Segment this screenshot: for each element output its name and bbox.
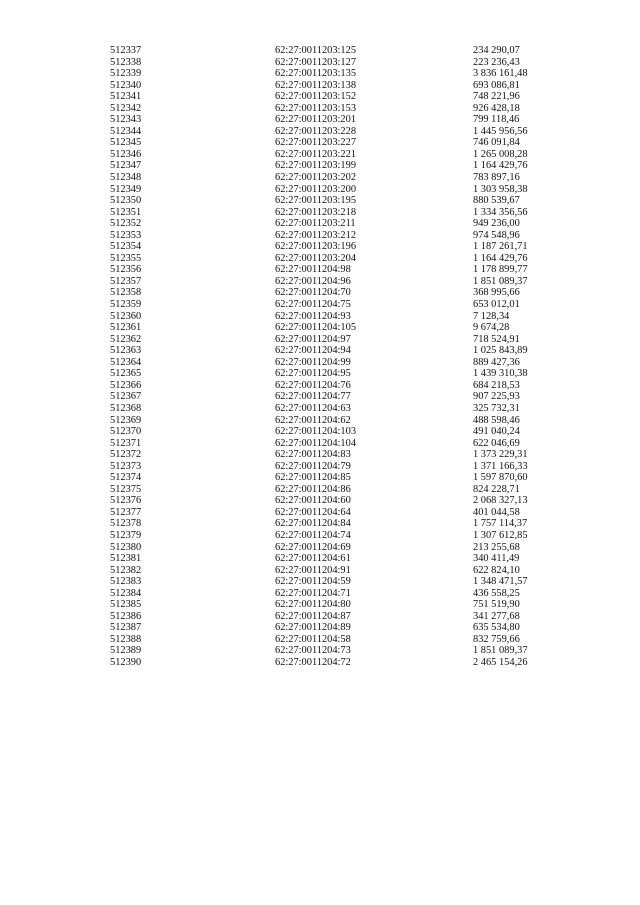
row-number-cell: 512353	[110, 229, 142, 241]
table-row	[0, 576, 640, 588]
cadastral-number-cell: 62:27:0011204:99	[275, 356, 351, 368]
cadastral-value-cell: 325 732,31	[473, 402, 520, 414]
cadastral-value-cell: 1 178 899,77	[473, 264, 528, 276]
table-row	[0, 91, 640, 103]
row-number-cell: 512385	[110, 599, 142, 611]
table-row	[0, 634, 640, 646]
cadastral-value-cell: 824 228,71	[473, 483, 520, 495]
cadastral-number-cell: 62:27:0011204:58	[275, 633, 351, 645]
table-row	[0, 518, 640, 530]
cadastral-value-cell: 684 218,53	[473, 379, 520, 391]
cadastral-number-cell: 62:27:0011203:135	[275, 68, 357, 80]
cadastral-number-cell: 62:27:0011204:69	[275, 541, 351, 553]
cadastral-number-cell: 62:27:0011204:73	[275, 645, 351, 657]
cadastral-value-cell: 1 445 956,56	[473, 125, 528, 137]
cadastral-number-cell: 62:27:0011203:218	[275, 206, 357, 218]
table-row	[0, 611, 640, 623]
cadastral-number-cell: 62:27:0011203:211	[275, 218, 356, 230]
cadastral-value-cell: 693 086,81	[473, 79, 520, 91]
cadastral-value-cell: 1 307 612,85	[473, 529, 528, 541]
cadastral-number-cell: 62:27:0011203:204	[275, 252, 357, 264]
cadastral-number-cell: 62:27:0011204:91	[275, 564, 351, 576]
cadastral-number-cell: 62:27:0011204:71	[275, 587, 351, 599]
cadastral-number-cell: 62:27:0011203:152	[275, 91, 357, 103]
cadastral-value-cell: 1 265 008,28	[473, 148, 528, 160]
cadastral-number-cell: 62:27:0011204:98	[275, 264, 351, 276]
cadastral-number-cell: 62:27:0011204:79	[275, 460, 351, 472]
row-number-cell: 512346	[110, 148, 142, 160]
table-row	[0, 287, 640, 299]
cadastral-number-cell: 62:27:0011203:196	[275, 241, 357, 253]
cadastral-value-cell: 1 303 958,38	[473, 183, 528, 195]
row-number-cell: 512363	[110, 345, 142, 357]
row-number-cell: 512338	[110, 56, 142, 68]
cadastral-value-cell: 889 427,36	[473, 356, 520, 368]
table-row	[0, 126, 640, 138]
table-row	[0, 299, 640, 311]
table-row	[0, 472, 640, 484]
cadastral-value-cell: 7 128,34	[473, 310, 510, 322]
cadastral-number-cell: 62:27:0011204:103	[275, 426, 357, 438]
row-number-cell: 512339	[110, 68, 142, 80]
cadastral-value-cell: 341 277,68	[473, 610, 520, 622]
row-number-cell: 512372	[110, 449, 142, 461]
row-number-cell: 512337	[110, 45, 142, 56]
table-row	[0, 391, 640, 403]
row-number-cell: 512347	[110, 160, 142, 172]
cadastral-number-cell: 62:27:0011203:153	[275, 102, 357, 114]
cadastral-value-cell: 1 348 471,57	[473, 576, 528, 588]
cadastral-number-cell: 62:27:0011204:83	[275, 449, 351, 461]
cadastral-number-cell: 62:27:0011204:76	[275, 379, 351, 391]
row-number-cell: 512381	[110, 553, 142, 565]
cadastral-value-cell: 1 025 843,89	[473, 345, 528, 357]
cadastral-number-cell: 62:27:0011204:94	[275, 345, 351, 357]
row-number-cell: 512361	[110, 322, 142, 334]
cadastral-number-cell: 62:27:0011204:62	[275, 414, 351, 426]
cadastral-number-cell: 62:27:0011203:127	[275, 56, 357, 68]
cadastral-value-cell: 799 118,46	[473, 114, 520, 126]
row-number-cell: 512358	[110, 287, 142, 299]
row-number-cell: 512356	[110, 264, 142, 276]
cadastral-number-cell: 62:27:0011203:212	[275, 229, 357, 241]
table-row	[0, 368, 640, 380]
cadastral-value-cell: 907 225,93	[473, 391, 520, 403]
table-row	[0, 565, 640, 577]
row-number-cell: 512362	[110, 333, 142, 345]
table-row	[0, 241, 640, 253]
cadastral-value-cell: 1 164 429,76	[473, 160, 528, 172]
table-row	[0, 276, 640, 288]
table-row	[0, 403, 640, 415]
row-number-cell: 512345	[110, 137, 142, 149]
cadastral-value-cell: 622 824,10	[473, 564, 520, 576]
table-row	[0, 622, 640, 634]
cadastral-number-cell: 62:27:0011204:77	[275, 391, 351, 403]
row-number-cell: 512369	[110, 414, 142, 426]
cadastral-number-cell: 62:27:0011204:64	[275, 506, 351, 518]
cadastral-number-cell: 62:27:0011204:104	[275, 437, 357, 449]
table-row	[0, 149, 640, 161]
row-number-cell: 512348	[110, 172, 142, 184]
cadastral-number-cell: 62:27:0011203:195	[275, 195, 357, 207]
table-row	[0, 449, 640, 461]
row-number-cell: 512365	[110, 368, 142, 380]
table-row	[0, 57, 640, 69]
table-row	[0, 345, 640, 357]
table-row	[0, 542, 640, 554]
table-row	[0, 426, 640, 438]
table-row	[0, 645, 640, 657]
row-number-cell: 512390	[110, 656, 142, 668]
cadastral-value-cell: 234 290,07	[473, 45, 520, 56]
row-number-cell: 512371	[110, 437, 142, 449]
cadastral-value-cell: 340 411,49	[473, 553, 520, 565]
table-row	[0, 45, 640, 57]
table-row	[0, 195, 640, 207]
row-number-cell: 512388	[110, 633, 142, 645]
cadastral-number-cell: 62:27:0011204:105	[275, 322, 357, 334]
cadastral-value-cell: 1 164 429,76	[473, 252, 528, 264]
table-row	[0, 160, 640, 172]
cadastral-number-cell: 62:27:0011204:70	[275, 287, 351, 299]
row-number-cell: 512355	[110, 252, 142, 264]
cadastral-value-cell: 751 519,90	[473, 599, 520, 611]
row-number-cell: 512368	[110, 402, 142, 414]
cadastral-value-cell: 1 373 229,31	[473, 449, 528, 461]
row-number-cell: 512377	[110, 506, 142, 518]
table-row	[0, 334, 640, 346]
row-number-cell: 512360	[110, 310, 142, 322]
row-number-cell: 512351	[110, 206, 142, 218]
table-row	[0, 553, 640, 565]
row-number-cell: 512378	[110, 518, 142, 530]
cadastral-number-cell: 62:27:0011203:199	[275, 160, 357, 172]
row-number-cell: 512366	[110, 379, 142, 391]
cadastral-value-cell: 1 597 870,60	[473, 472, 528, 484]
table-row	[0, 172, 640, 184]
cadastral-number-cell: 62:27:0011204:63	[275, 402, 351, 414]
cadastral-number-cell: 62:27:0011204:97	[275, 333, 351, 345]
cadastral-value-cell: 1 334 356,56	[473, 206, 528, 218]
row-number-cell: 512367	[110, 391, 142, 403]
cadastral-number-cell: 62:27:0011203:201	[275, 114, 357, 126]
cadastral-number-cell: 62:27:0011204:93	[275, 310, 351, 322]
cadastral-value-cell: 3 836 161,48	[473, 68, 528, 80]
cadastral-value-cell: 436 558,25	[473, 587, 520, 599]
row-number-cell: 512344	[110, 125, 142, 137]
row-number-cell: 512359	[110, 299, 142, 311]
row-number-cell: 512342	[110, 102, 142, 114]
cadastral-value-cell: 491 040,24	[473, 426, 520, 438]
row-number-cell: 512352	[110, 218, 142, 230]
row-number-cell: 512373	[110, 460, 142, 472]
cadastral-number-cell: 62:27:0011204:84	[275, 518, 351, 530]
table-row	[0, 530, 640, 542]
cadastral-value-cell: 746 091,84	[473, 137, 520, 149]
cadastral-value-cell: 1 851 089,37	[473, 645, 528, 657]
table-row	[0, 322, 640, 334]
row-number-cell: 512357	[110, 275, 142, 287]
cadastral-value-cell: 368 995,66	[473, 287, 520, 299]
cadastral-value-cell: 974 548,96	[473, 229, 520, 241]
table-row	[0, 599, 640, 611]
cadastral-value-cell: 401 044,58	[473, 506, 520, 518]
cadastral-value-cell: 488 598,46	[473, 414, 520, 426]
cadastral-number-cell: 62:27:0011203:125	[275, 45, 357, 56]
row-number-cell: 512376	[110, 495, 142, 507]
cadastral-number-cell: 62:27:0011204:80	[275, 599, 351, 611]
cadastral-number-cell: 62:27:0011204:96	[275, 275, 351, 287]
cadastral-number-cell: 62:27:0011203:227	[275, 137, 357, 149]
table-row	[0, 114, 640, 126]
cadastral-number-cell: 62:27:0011204:75	[275, 299, 351, 311]
table-row	[0, 357, 640, 369]
cadastral-number-cell: 62:27:0011203:202	[275, 172, 357, 184]
table-row	[0, 588, 640, 600]
table-row	[0, 264, 640, 276]
cadastral-value-cell: 1 187 261,71	[473, 241, 528, 253]
table-row	[0, 137, 640, 149]
table-body	[0, 45, 640, 669]
row-number-cell: 512386	[110, 610, 142, 622]
cadastral-value-cell: 1 851 089,37	[473, 275, 528, 287]
cadastral-value-cell: 2 068 327,13	[473, 495, 528, 507]
cadastral-number-cell: 62:27:0011204:89	[275, 622, 351, 634]
cadastral-number-cell: 62:27:0011204:61	[275, 553, 351, 565]
table-row	[0, 461, 640, 473]
cadastral-value-cell: 653 012,01	[473, 299, 520, 311]
cadastral-value-cell: 718 524,91	[473, 333, 520, 345]
row-number-cell: 512384	[110, 587, 142, 599]
cadastral-number-cell: 62:27:0011203:221	[275, 148, 357, 160]
cadastral-value-cell: 880 539,67	[473, 195, 520, 207]
cadastral-value-cell: 1 757 114,37	[473, 518, 528, 530]
cadastral-value-cell: 223 236,43	[473, 56, 520, 68]
row-number-cell: 512383	[110, 576, 142, 588]
table-row	[0, 507, 640, 519]
row-number-cell: 512379	[110, 529, 142, 541]
table-row	[0, 657, 640, 669]
table-row	[0, 380, 640, 392]
cadastral-value-cell: 949 236,00	[473, 218, 520, 230]
row-number-cell: 512382	[110, 564, 142, 576]
row-number-cell: 512389	[110, 645, 142, 657]
cadastral-value-cell: 1 371 166,33	[473, 460, 528, 472]
cadastral-number-cell: 62:27:0011204:60	[275, 495, 351, 507]
table-row	[0, 80, 640, 92]
cadastral-number-cell: 62:27:0011203:228	[275, 125, 357, 137]
row-number-cell: 512374	[110, 472, 142, 484]
table-row	[0, 184, 640, 196]
table-row	[0, 218, 640, 230]
table-row	[0, 103, 640, 115]
table-row	[0, 68, 640, 80]
cadastral-number-cell: 62:27:0011204:95	[275, 368, 351, 380]
row-number-cell: 512340	[110, 79, 142, 91]
cadastral-value-cell: 748 221,96	[473, 91, 520, 103]
row-number-cell: 512364	[110, 356, 142, 368]
cadastral-number-cell: 62:27:0011203:138	[275, 79, 357, 91]
cadastral-value-cell: 832 759,66	[473, 633, 520, 645]
cadastral-value-cell: 9 674,28	[473, 322, 510, 334]
table-row	[0, 230, 640, 242]
row-number-cell: 512370	[110, 426, 142, 438]
cadastral-value-cell: 622 046,69	[473, 437, 520, 449]
cadastral-number-cell: 62:27:0011204:86	[275, 483, 351, 495]
cadastral-number-cell: 62:27:0011203:200	[275, 183, 357, 195]
row-number-cell: 512380	[110, 541, 142, 553]
cadastral-number-cell: 62:27:0011204:87	[275, 610, 351, 622]
cadastral-value-cell: 635 534,80	[473, 622, 520, 634]
row-number-cell: 512341	[110, 91, 142, 103]
table-row	[0, 253, 640, 265]
row-number-cell: 512354	[110, 241, 142, 253]
table-row	[0, 438, 640, 450]
cadastral-number-cell: 62:27:0011204:59	[275, 576, 351, 588]
row-number-cell: 512343	[110, 114, 142, 126]
table-row	[0, 484, 640, 496]
row-number-cell: 512375	[110, 483, 142, 495]
cadastral-value-cell: 2 465 154,26	[473, 656, 528, 668]
cadastral-value-cell: 926 428,18	[473, 102, 520, 114]
cadastral-number-cell: 62:27:0011204:72	[275, 656, 351, 668]
table-row	[0, 311, 640, 323]
cadastral-value-cell: 1 439 310,38	[473, 368, 528, 380]
cadastral-value-cell: 783 897,16	[473, 172, 520, 184]
cadastral-value-cell: 213 255,68	[473, 541, 520, 553]
table-row	[0, 415, 640, 427]
row-number-cell: 512350	[110, 195, 142, 207]
row-number-cell: 512349	[110, 183, 142, 195]
table-row	[0, 495, 640, 507]
table-row	[0, 207, 640, 219]
cadastral-value-table	[0, 45, 640, 669]
cadastral-number-cell: 62:27:0011204:85	[275, 472, 351, 484]
cadastral-number-cell: 62:27:0011204:74	[275, 529, 351, 541]
row-number-cell: 512387	[110, 622, 142, 634]
